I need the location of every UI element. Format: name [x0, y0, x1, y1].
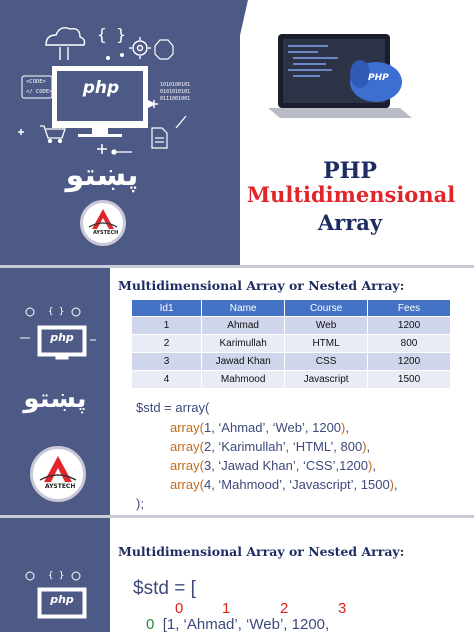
binary-line-2: 0101010101 — [160, 89, 191, 95]
pencil-icon — [176, 116, 186, 128]
array-index-label: 0 — [175, 600, 184, 617]
monitor-icon — [52, 66, 156, 137]
page-title-multidimensional: Multidimensional — [246, 182, 456, 207]
brand-pashto: پښتو — [23, 384, 87, 414]
column-header: Name — [202, 300, 285, 317]
table-cell: 1500 — [368, 371, 451, 389]
table-cell: Web — [285, 317, 368, 335]
code-tag-2: </ CODE> — [26, 89, 53, 95]
page-title-array: Array — [317, 210, 383, 235]
table-cell: 800 — [368, 335, 451, 353]
brand-pashto: پښتو — [65, 158, 139, 193]
aystech-logo-text: AYSTECH — [93, 230, 119, 236]
table-cell: Javascript — [285, 371, 368, 389]
table-cell: Karimullah — [202, 335, 285, 353]
code-tag-1: <CODE> — [26, 79, 46, 85]
title-slide — [0, 0, 474, 265]
code-args: [1, ‘Ahmad’, ‘Web’, 1200, — [162, 616, 330, 632]
table-cell: Ahmad — [202, 317, 285, 335]
svg-text:{ }: { } — [48, 307, 65, 317]
settings-icon — [155, 40, 173, 59]
table-slide — [0, 268, 474, 515]
code-line: array(2, ‘Karimullah’, ‘HTML’, 800), — [170, 439, 371, 454]
svg-text:PHP: PHP — [368, 73, 389, 83]
gear-icon — [129, 37, 151, 59]
code-line: ); — [136, 496, 144, 511]
code-function: array — [170, 439, 200, 454]
code-line: array(4, ‘Mahmood’, ‘Javascript’, 1500), — [170, 477, 398, 492]
row-index-label: 0 — [146, 616, 155, 632]
cloud-icon — [46, 28, 85, 60]
slide-heading: Multidimensional Array or Nested Array: — [118, 278, 405, 293]
column-header: Id1 — [132, 300, 202, 317]
table-row — [132, 335, 451, 353]
array-index-label: 2 — [280, 600, 289, 617]
code-line: $std = array( — [136, 400, 210, 415]
laptop-illustration — [268, 32, 418, 132]
code-line: $std = [ — [133, 578, 196, 599]
binary-line-3: 0111001001 — [160, 96, 191, 102]
array-index-label: 1 — [222, 600, 231, 617]
column-header: Fees — [368, 300, 451, 317]
table-cell: CSS — [285, 353, 368, 371]
aystech-logo-mark — [83, 203, 123, 243]
column-header: Course — [285, 300, 368, 317]
table-cell: 1 — [132, 317, 202, 335]
aystech-logo-text: AYSTECH — [45, 483, 76, 490]
elephant-mascot-icon — [350, 60, 402, 102]
table-row — [132, 371, 451, 389]
binary-line-1: 1010100101 — [160, 82, 191, 88]
students-table — [131, 299, 451, 389]
table-cell: HTML — [285, 335, 368, 353]
table-row — [132, 317, 451, 335]
aystech-logo — [30, 446, 86, 502]
svg-text:{ }: { } — [48, 571, 65, 581]
php-logo: php — [50, 593, 74, 606]
code-line: array(1, ‘Ahmad’, ‘Web’, 1200), — [170, 420, 349, 435]
table-cell: 1200 — [368, 317, 451, 335]
aystech-logo — [80, 200, 126, 246]
braces-icon: { } — [97, 25, 126, 44]
code-function: array — [170, 477, 200, 492]
code-line: array(3, ‘Jawad Khan’, ‘CSS’,1200), — [170, 458, 376, 473]
code-function: array — [170, 458, 200, 473]
aystech-logo-mark — [33, 449, 83, 499]
table-cell: Jawad Khan — [202, 353, 285, 371]
code-row — [146, 616, 329, 632]
code-function: array — [170, 420, 200, 435]
document-icon — [152, 128, 167, 148]
code-args: 2, ‘Karimullah’, ‘HTML’, 800 — [203, 439, 363, 454]
page-title-php: PHP — [323, 158, 377, 184]
array-index-slide — [0, 518, 474, 632]
table-cell: 1200 — [368, 353, 451, 371]
usb-icon — [112, 150, 132, 154]
php-logo: php — [50, 331, 74, 344]
table-row — [132, 353, 451, 371]
table-cell: 4 — [132, 371, 202, 389]
code-args: 3, ‘Jawad Khan’, ‘CSS’,1200 — [203, 458, 369, 473]
table-header-row — [132, 300, 451, 317]
table-cell: Mahmood — [202, 371, 285, 389]
php-logo: php — [82, 78, 120, 98]
table-cell: 2 — [132, 335, 202, 353]
array-index-label: 3 — [338, 600, 347, 617]
tech-icons-illustration — [0, 518, 110, 632]
table-cell: 3 — [132, 353, 202, 371]
code-args: 1, ‘Ahmad’, ‘Web’, 1200 — [203, 420, 342, 435]
slide-heading: Multidimensional Array or Nested Array: — [118, 544, 405, 559]
code-args: 4, ‘Mahmood’, ‘Javascript’, 1500 — [203, 477, 390, 492]
cart-icon — [40, 126, 65, 143]
